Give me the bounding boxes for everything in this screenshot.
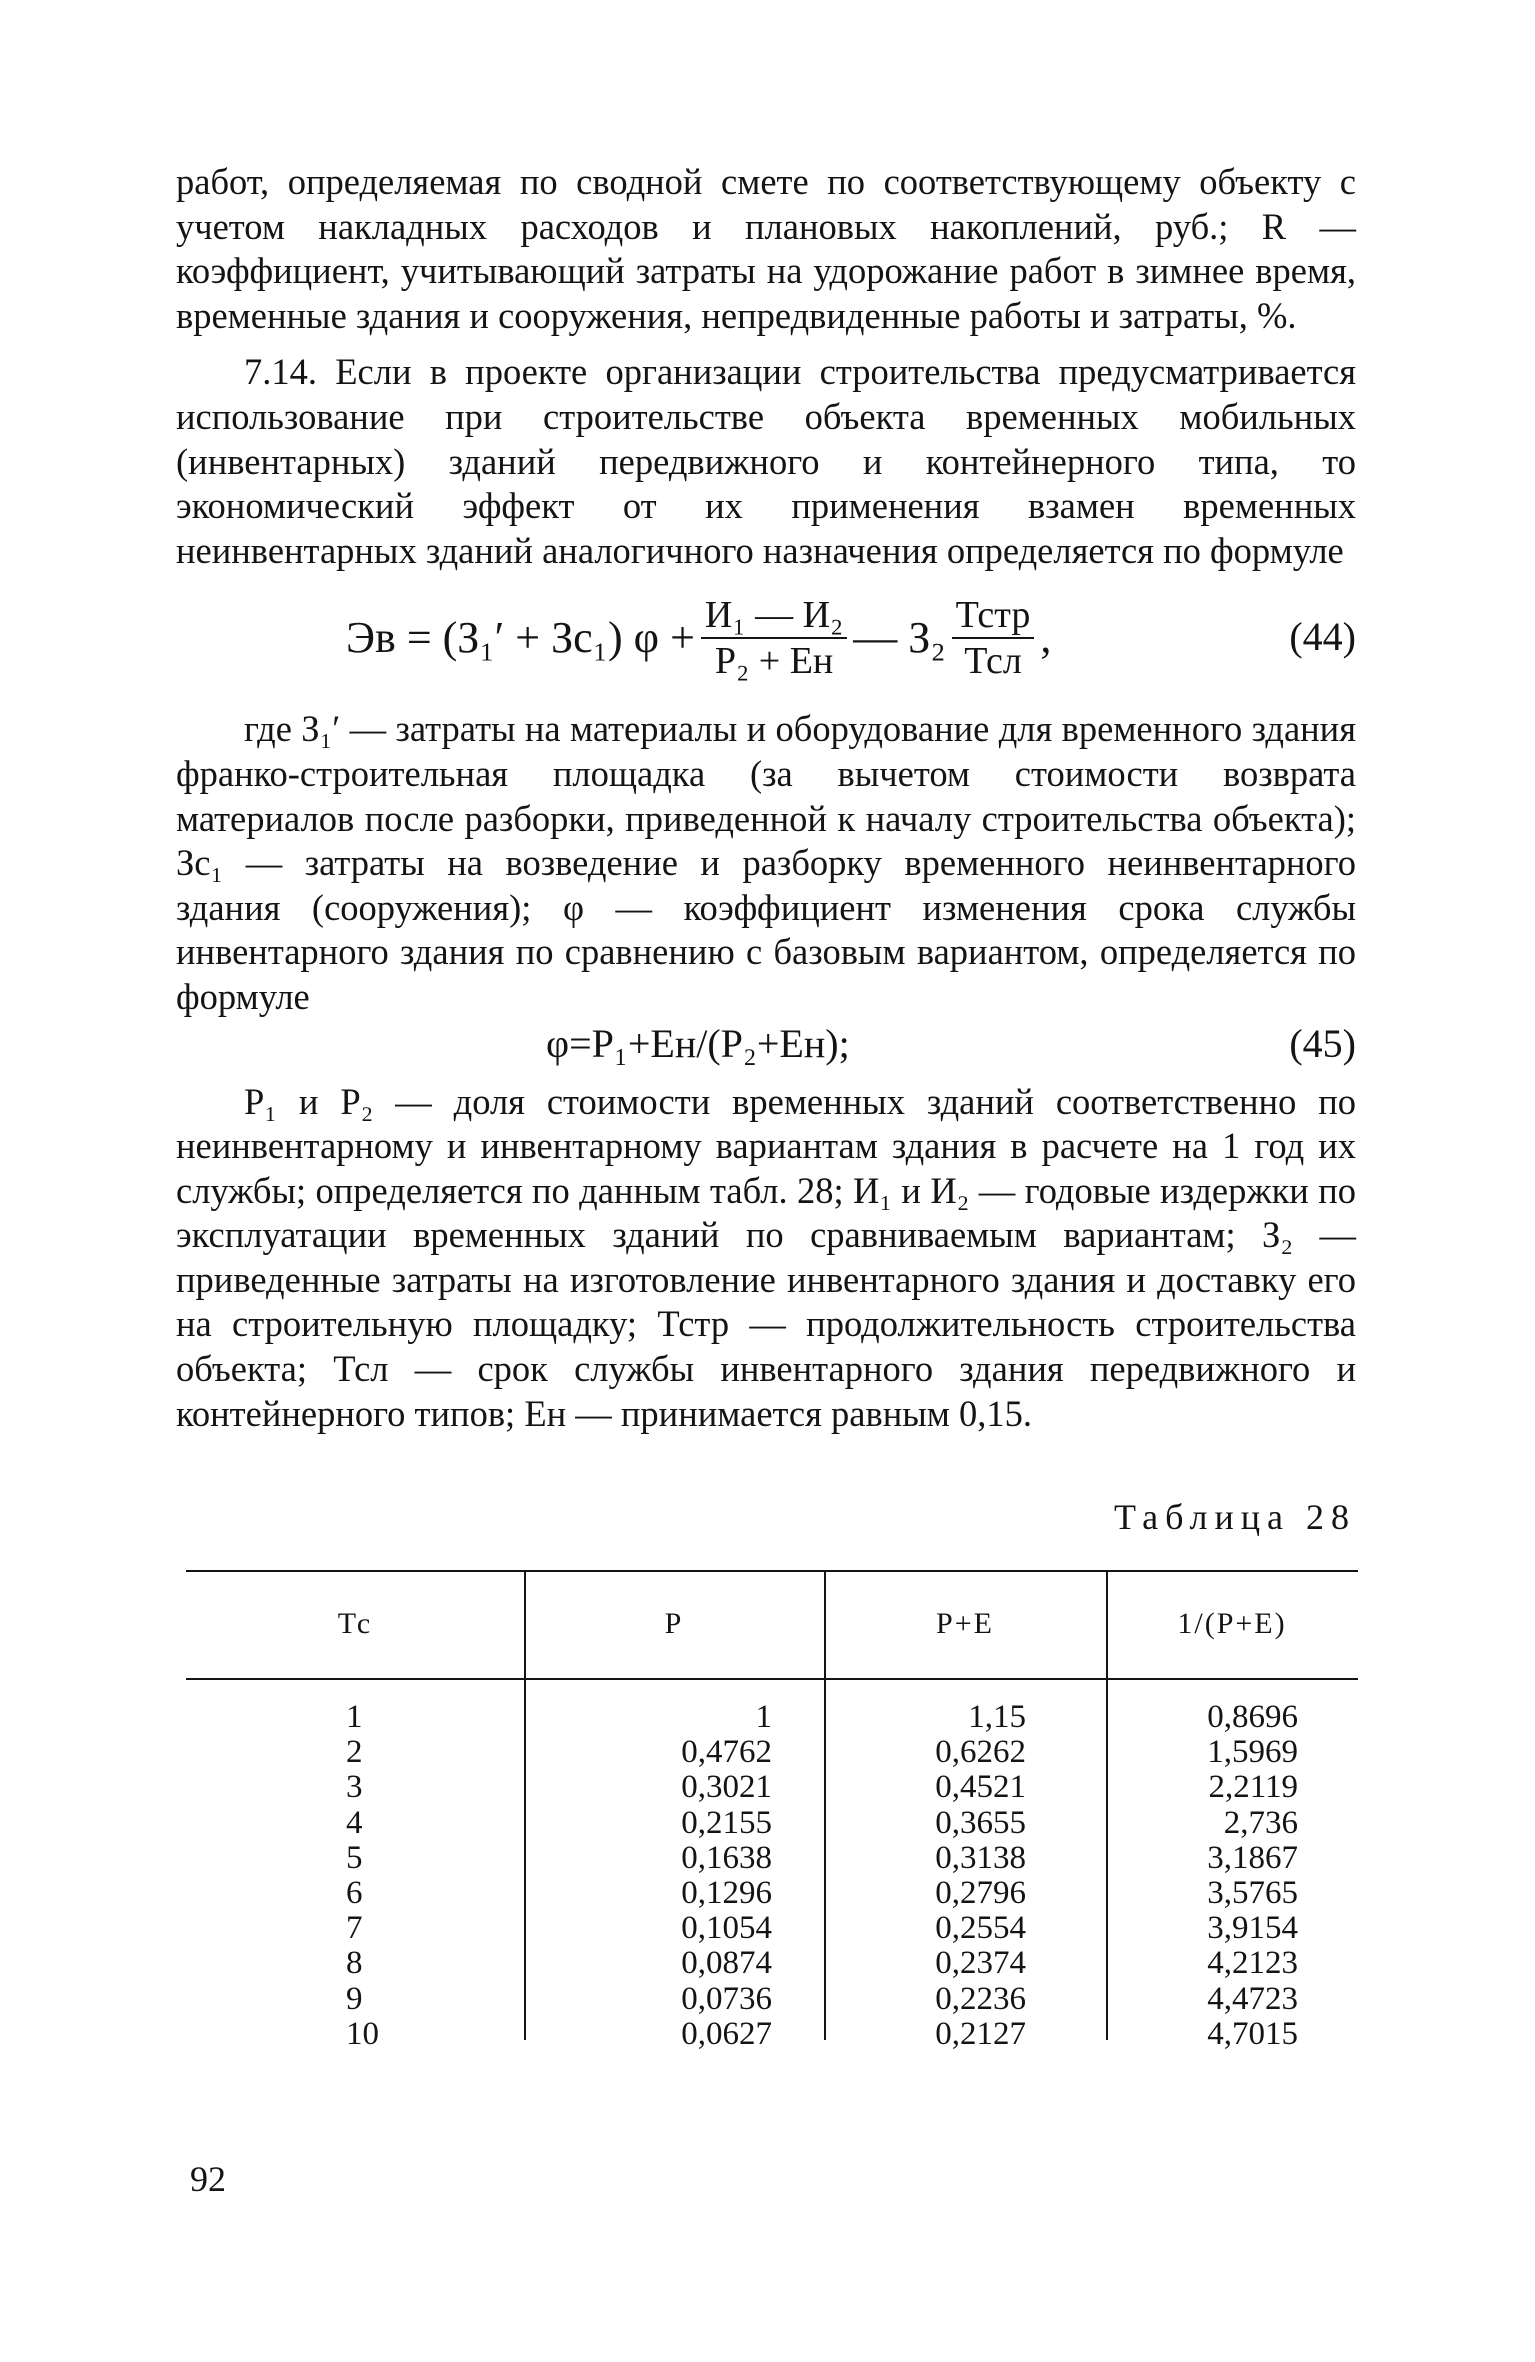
paragraph-1: работ, определяемая по сводной смете по соответствующему объекту с учетом накладных расходов и плановых накоплений, руб.; R — коэффициент, учитывающий затраты на удорожание работ в зимнее время, временные здания и сооружения, непредвиденные работы и затраты, %. (176, 161, 1356, 336)
formula-44-frac2-numerator: Тстр (952, 593, 1035, 639)
formula-45-expression: φ=Р₁+Ен/(Р₂+Ен); (546, 1020, 850, 1066)
table-header-tc: Тс (337, 1606, 373, 1640)
formula-44-number: (44) (1289, 614, 1356, 660)
table-column-pe: 1,15 0,6262 0,4521 0,3655 0,3138 0,2796 0,2554 0,2374 0,2236 0,2127 (935, 1699, 1026, 2052)
formula-45 (176, 1022, 1356, 1074)
formula-44-frac1-denominator: Р₂ + Ен (714, 640, 834, 683)
page-body (176, 160, 1356, 2052)
data-table (186, 1570, 1358, 2052)
formula-44-lhs: Эв = (З₁′ + Зс₁) φ + (346, 613, 695, 663)
table-column-p: 1 0,4762 0,3021 0,2155 0,1638 0,1296 0,1054 0,0874 0,0736 0,0627 (681, 1699, 772, 2052)
table-column-inverse: 0,8696 1,5969 2,2119 2,736 3,1867 3,5765 3,9154 4,2123 4,4723 4,7015 (1207, 1699, 1298, 2052)
formula-44 (176, 579, 1356, 697)
formula-44-mid: — З₂ (853, 613, 946, 663)
formula-44-fraction-2 (952, 593, 1035, 683)
table-header-pe: Р+Е (936, 1606, 994, 1640)
table-header-inverse: 1/(Р+Е) (1177, 1606, 1287, 1640)
table-column-tc: 1 2 3 4 5 6 7 8 9 10 (346, 1699, 379, 2052)
paragraph-2: 7.14. Если в проекте организации строительства предусматривается использование при строительстве объекта временных мобильных (инвентарных) зданий передвижного и контейнерного типа, то экономический эффект от их применения взамен временных неинвентарных зданий аналогичного назначения определяется по формуле (176, 351, 1356, 571)
table-title: Таблица 28 (1114, 1497, 1356, 1537)
formula-45-number: (45) (1289, 1020, 1356, 1066)
formula-44-fraction-1 (701, 593, 847, 683)
formula-44-expression (346, 579, 1051, 697)
page-number: 92 (190, 2159, 226, 2199)
table-header-rule (186, 1678, 1358, 1680)
table-header-p: Р (664, 1606, 684, 1640)
paragraph-3: где З₁′ — затраты на материалы и оборудование для временного здания франко-строительная площадка (за вычетом стоимости возврата материалов после разборки, приведенной к началу строительства объекта); Зс₁ — затраты на возведение и разборку временного неинвентарного здания (сооружения); φ — коэффициент изменения срока службы инвентарного здания по сравнению с базовым вариантом, определяется по формуле (176, 708, 1356, 1017)
formula-44-tail: , (1040, 613, 1052, 663)
paragraph-4: Р₁ и Р₂ — доля стоимости временных зданий соответственно по неинвентарному и инвентарному вариантам здания в расчете на 1 год их службы; определяется по данным табл. 28; И₁ и И₂ — годовые издержки по эксплуатации временных зданий по сравниваемым вариантам; З₂ — приведенные затраты на изготовление инвентарного здания и доставку его на строительную площадку; Тстр — продолжительность строительства объекта; Тсл — срок службы инвентарного здания передвижного и контейнерного типов; Ен — принимается равным 0,15. (176, 1080, 1356, 1434)
formula-44-frac2-denominator: Тсл (964, 640, 1022, 683)
formula-44-frac1-numerator: И₁ — И₂ (701, 593, 847, 639)
